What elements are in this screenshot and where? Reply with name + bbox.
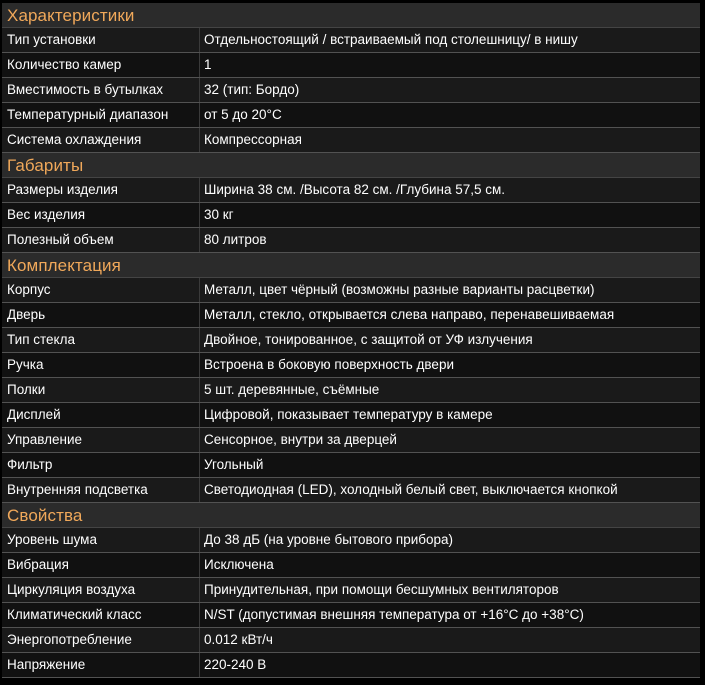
spec-row (2, 578, 700, 603)
spec-value: Сенсорное, внутри за дверцей (204, 432, 397, 447)
section-title: Комплектация (2, 253, 700, 278)
spec-row (2, 103, 700, 128)
spec-row (2, 53, 700, 78)
spec-key: Дверь (2, 303, 200, 327)
spec-row (2, 403, 700, 428)
spec-key: Тип стекла (2, 328, 200, 352)
spec-row (2, 278, 700, 303)
spec-value: Металл, цвет чёрный (возможны разные варианты расцветки) (204, 282, 595, 297)
spec-value: 5 шт. деревянные, съёмные (204, 382, 380, 397)
spec-row (2, 453, 700, 478)
spec-value: Металл, стекло, открывается слева направо, перенавешиваемая (204, 307, 615, 322)
spec-value: Отдельностоящий / встраиваемый под столешницу/ в нишу (204, 32, 578, 47)
spec-row (2, 78, 700, 103)
spec-row (2, 28, 700, 53)
spec-key: Управление (2, 428, 200, 452)
spec-key: Температурный диапазон (2, 103, 200, 127)
spec-key: Внутренняя подсветка (2, 478, 200, 502)
specifications-table (2, 0, 700, 678)
spec-key: Корпус (2, 278, 200, 302)
spec-key: Вес изделия (2, 203, 200, 227)
spec-key: Полезный объем (2, 228, 200, 252)
spec-value: 0.012 кВт/ч (204, 632, 273, 647)
spec-key: Полки (2, 378, 200, 402)
spec-value: N/ST (допустимая внешняя температура от +16°С до +38°С) (204, 607, 584, 622)
section-equipment (2, 253, 700, 503)
spec-key: Энергопотребление (2, 628, 200, 652)
spec-value: от 5 до 20°С (204, 107, 282, 122)
spec-key: Климатический класс (2, 603, 200, 627)
spec-key: Вибрация (2, 553, 200, 577)
spec-row (2, 328, 700, 353)
spec-value: Светодиодная (LED), холодный белый свет, выключается кнопкой (204, 482, 618, 497)
section-title: Характеристики (2, 3, 700, 28)
spec-row (2, 553, 700, 578)
spec-row (2, 653, 700, 678)
spec-row (2, 378, 700, 403)
spec-value: До 38 дБ (на уровне бытового прибора) (204, 532, 454, 547)
section-dimensions (2, 153, 700, 253)
spec-key: Фильтр (2, 453, 200, 477)
section-title: Габариты (2, 153, 700, 178)
spec-value: Ширина 38 см. /Высота 82 см. /Глубина 57,5 см. (204, 182, 506, 197)
spec-row (2, 228, 700, 253)
section-characteristics (2, 3, 700, 153)
spec-key: Размеры изделия (2, 178, 200, 202)
spec-key: Уровень шума (2, 528, 200, 552)
spec-row (2, 303, 700, 328)
spec-value: Исключена (204, 557, 274, 572)
spec-key: Тип установки (2, 28, 200, 52)
spec-row (2, 128, 700, 153)
spec-value: 1 (204, 57, 212, 72)
spec-value: Угольный (204, 457, 264, 472)
spec-value: 32 (тип: Бордо) (204, 82, 300, 97)
spec-row (2, 478, 700, 503)
section-title: Свойства (2, 503, 700, 528)
spec-value: 30 кг (204, 207, 234, 222)
spec-value: Компрессорная (204, 132, 302, 147)
spec-row (2, 628, 700, 653)
spec-key: Вместимость в бутылках (2, 78, 200, 102)
spec-key: Напряжение (2, 653, 200, 677)
spec-value: Цифровой, показывает температуру в камере (204, 407, 493, 422)
spec-value: 80 литров (204, 232, 267, 247)
spec-row (2, 203, 700, 228)
spec-row (2, 178, 700, 203)
spec-key: Ручка (2, 353, 200, 377)
spec-key: Дисплей (2, 403, 200, 427)
spec-value: Принудительная, при помощи бесшумных вентиляторов (204, 582, 559, 597)
spec-row (2, 428, 700, 453)
spec-value: Двойное, тонированное, с защитой от УФ излучения (204, 332, 533, 347)
spec-value: 220-240 В (204, 657, 267, 672)
spec-row (2, 528, 700, 553)
spec-row (2, 353, 700, 378)
spec-value: Встроена в боковую поверхность двери (204, 357, 454, 372)
spec-row (2, 603, 700, 628)
spec-key: Система охлаждения (2, 128, 200, 152)
spec-key: Циркуляция воздуха (2, 578, 200, 602)
spec-key: Количество камер (2, 53, 200, 77)
section-properties (2, 503, 700, 678)
